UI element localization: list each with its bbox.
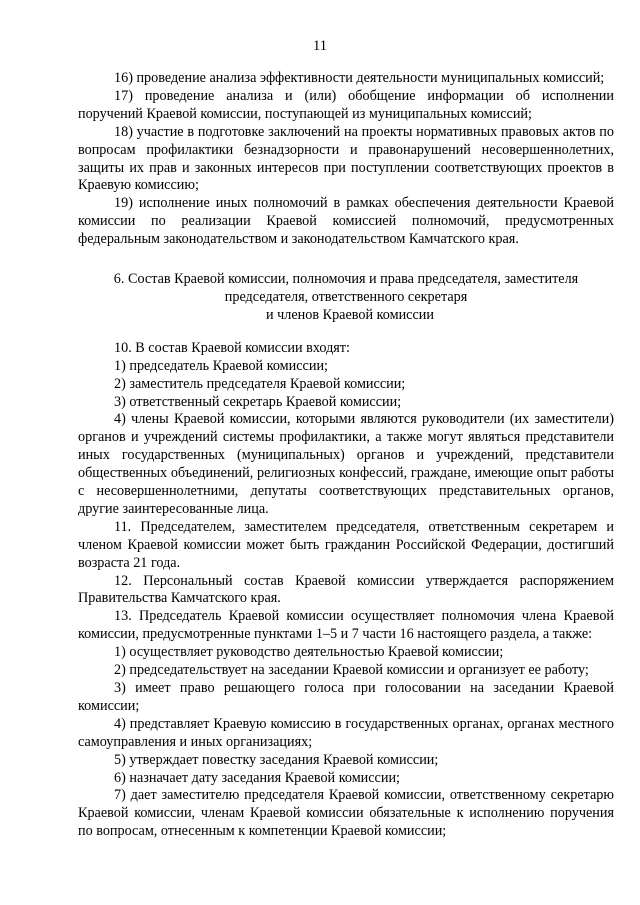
list-item: 7) дает заместителю председателя Краевой комиссии, ответственному секретарю Краевой комиссии, членам Краевой комиссии обязательные к исполнению поручения по вопросам, отнесенным к компетенции Краевой комиссии; (78, 787, 614, 840)
paragraph: 18) участие в подготовке заключений на проекты нормативных правовых актов по вопросам профилактики безнадзорности и правонарушений несовершеннолетних, защиты их прав и законных интересов при поступлении соответствующих проектов в Краевую комиссию; (78, 123, 614, 194)
list-item: 3) ответственный секретарь Краевой комиссии; (114, 393, 402, 410)
document-body (78, 70, 614, 841)
list-item: 1) председатель Краевой комиссии; (114, 357, 328, 374)
list-item: 1) осуществляет руководство деятельностью Краевой комиссии; (114, 644, 504, 661)
paragraph: 16) проведение анализа эффективности деятельности муниципальных комиссий; (114, 70, 605, 86)
section-heading-line: и членов Краевой комиссии (266, 306, 434, 323)
list-item: 2) заместитель председателя Краевой комиссии; (114, 375, 406, 392)
list-item: 6) назначает дату заседания Краевой комиссии; (114, 769, 400, 786)
section-heading-line: председателя, ответственного секретаря (224, 288, 468, 305)
page-number: 11 (313, 38, 327, 54)
section-heading (78, 271, 614, 325)
paragraph: 17) проведение анализа и (или) обобщение информации об исполнении поручений Краевой комиссии, поступающей из муниципальных комиссий; (78, 87, 614, 122)
paragraph: 10. В состав Краевой комиссии входят: (114, 339, 350, 356)
paragraph: 19) исполнение иных полномочий в рамках обеспечения деятельности Краевой комиссии по реализации Краевой комиссией полномочий, предусмотренных федеральным законодательством и законодательством Камчатского края. (78, 195, 614, 248)
list-item: 4) члены Краевой комиссии, которыми являются руководители (их заместители) органов и учреждений системы профилактики, а также могут являться представители иных государственных (муниципальных) органов и учреждений, представители общественных объединений, религиозных конфессий, граждане, имеющие опыт работы с несовершеннолетними, депутаты соответствующих представительных органов, другие заинтересованные лица. (78, 411, 614, 517)
paragraph: 11. Председателем, заместителем председателя, ответственным секретарем и членом Краевой комиссии может быть гражданин Российской Федерации, достигший возраста 21 года. (78, 518, 614, 571)
section-heading-line: 6. Состав Краевой комиссии, полномочия и права председателя, заместителя (113, 271, 579, 288)
paragraph: 12. Персональный состав Краевой комиссии утверждается распоряжением Правительства Камчатского края. (78, 572, 614, 607)
list-item: 4) представляет Краевую комиссию в государственных органах, органах местного самоуправления и иных организациях; (78, 715, 614, 750)
paragraph: 13. Председатель Краевой комиссии осуществляет полномочия члена Краевой комиссии, предусмотренные пунктами 1–5 и 7 части 16 настоящего раздела, а также: (78, 608, 614, 643)
list-item: 5) утверждает повестку заседания Краевой комиссии; (114, 751, 439, 768)
list-item: 2) председательствует на заседании Краевой комиссии и организует ее работу; (114, 662, 589, 679)
list-item: 3) имеет право решающего голоса при голосовании на заседании Краевой комиссии; (78, 680, 614, 714)
